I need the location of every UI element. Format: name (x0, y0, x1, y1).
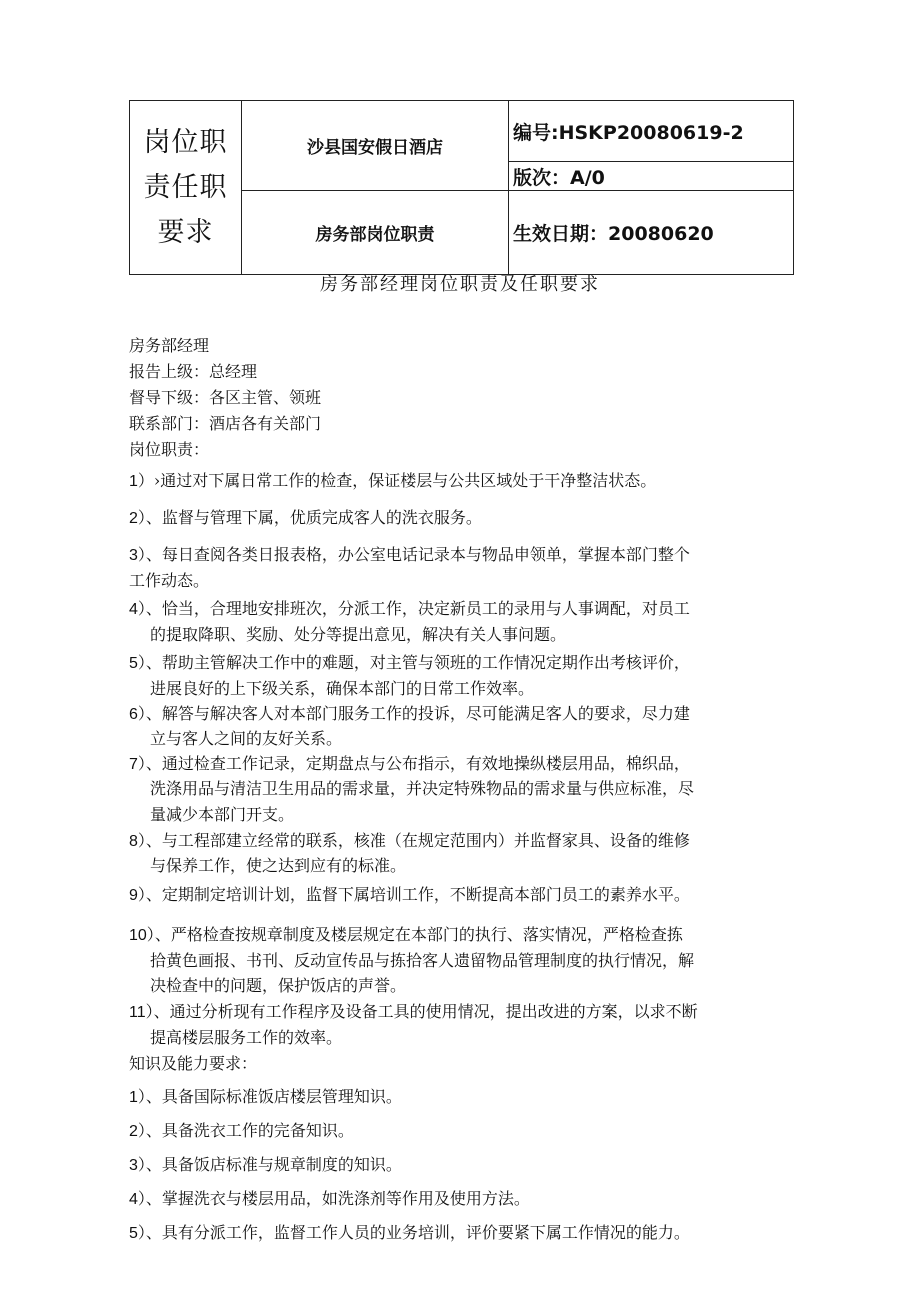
document-header-table (129, 100, 794, 275)
duty-item-continuation: 提高楼层服务工作的效率。 (150, 1028, 343, 1047)
doc-number: 编号:HSKP20080619-2 (513, 121, 744, 144)
duty-item-continuation: 与保养工作，使之达到应有的标准。 (150, 856, 407, 875)
document-title: 房务部经理岗位职责及任职要求 (320, 274, 600, 295)
knowledge-item: 1）、具备国际标准饭店楼层管理知识。 (129, 1087, 402, 1106)
version: 版次：A/0 (513, 166, 605, 189)
duty-item: 5）、帮助主管解决工作中的难题，对主管与领班的工作情况定期作出考核评价， (129, 653, 690, 672)
knowledge-item: 5）、具有分派工作，监督工作人员的业务培训，评价要紧下属工作情况的能力。 (129, 1223, 690, 1242)
duty-item: 4）、恰当，合理地安排班次，分派工作，决定新员工的录用与人事调配，对员工 (129, 599, 690, 618)
duty-item: 11）、通过分析现有工作程序及设备工具的使用情况，提出改进的方案，以求不断 (129, 1002, 698, 1021)
effective-date: 生效日期：20080620 (513, 223, 714, 245)
doc-type: 房务部岗位职责 (315, 225, 435, 245)
duties-heading: 岗位职责： (129, 440, 210, 459)
knowledge-item: 4）、掌握洗衣与楼层用品，如洗涤剂等作用及使用方法。 (129, 1189, 530, 1208)
knowledge-item: 3）、具备饭店标准与规章制度的知识。 (129, 1155, 402, 1174)
duty-item-continuation: 立与客人之间的友好关系。 (150, 729, 343, 748)
left-title: 岗位职责任职要求 (143, 127, 228, 248)
duty-item: 6）、解答与解决客人对本部门服务工作的投诉，尽可能满足客人的要求，尽力建 (129, 704, 690, 723)
duty-item: 2）、监督与管理下属，优质完成客人的洗衣服务。 (129, 508, 482, 527)
knowledge-heading: 知识及能力要求： (129, 1054, 258, 1073)
doc-type-cell (242, 191, 509, 275)
knowledge-item: 2）、具备洗衣工作的完备知识。 (129, 1121, 354, 1140)
duty-item-continuation: 拾黄色画报、书刊、反动宣传品与拣拾客人遗留物品管理制度的执行情况，解 (150, 951, 695, 970)
duty-item: 8）、与工程部建立经常的联系，核准（在规定范围内）并监督家具、设备的维修 (129, 831, 690, 850)
duty-item-continuation: 的提取降职、奖励、处分等提出意见，解决有关人事问题。 (150, 625, 567, 644)
doc-number-cell (509, 101, 794, 162)
duty-item: 9）、定期制定培训计划，监督下属培训工作，不断提高本部门员工的素养水平。 (129, 885, 690, 904)
duty-item-continuation: 工作动态。 (129, 571, 210, 590)
duty-item-continuation: 量减少本部门开支。 (150, 805, 295, 824)
position-line: 房务部经理 (129, 336, 210, 355)
version-cell (509, 162, 794, 191)
duty-item: 1）›通过对下属日常工作的检查，保证楼层与公共区域处于干净整洁状态。 (129, 471, 657, 490)
supervise-line: 督导下级：各区主管、领班 (129, 388, 322, 407)
duty-item: 7）、通过检查工作记录，定期盘点与公布指示，有效地操纵楼层用品，棉织品， (129, 754, 690, 773)
effective-date-cell (509, 191, 794, 275)
duty-item: 10）、严格检查按规章制度及楼层规定在本部门的执行、落实情况，严格检查拣 (129, 925, 683, 944)
duty-item: 3）、每日查阅各类日报表格，办公室电话记录本与物品申领单，掌握本部门整个 (129, 545, 690, 564)
duty-item-continuation: 洗涤用品与清洁卫生用品的需求量，并决定特殊物品的需求量与供应标准，尽 (150, 779, 695, 798)
duty-item-continuation: 进展良好的上下级关系，确保本部门的日常工作效率。 (150, 679, 535, 698)
duty-item-continuation: 决检查中的问题，保护饭店的声誉。 (150, 976, 407, 995)
report-to-line: 报告上级：总经理 (129, 362, 258, 381)
hotel-name: 沙县国安假日酒店 (307, 138, 443, 158)
contact-dept-line: 联系部门：酒店各有关部门 (129, 414, 322, 433)
hotel-name-cell (242, 101, 509, 191)
left-title-cell (130, 101, 242, 275)
